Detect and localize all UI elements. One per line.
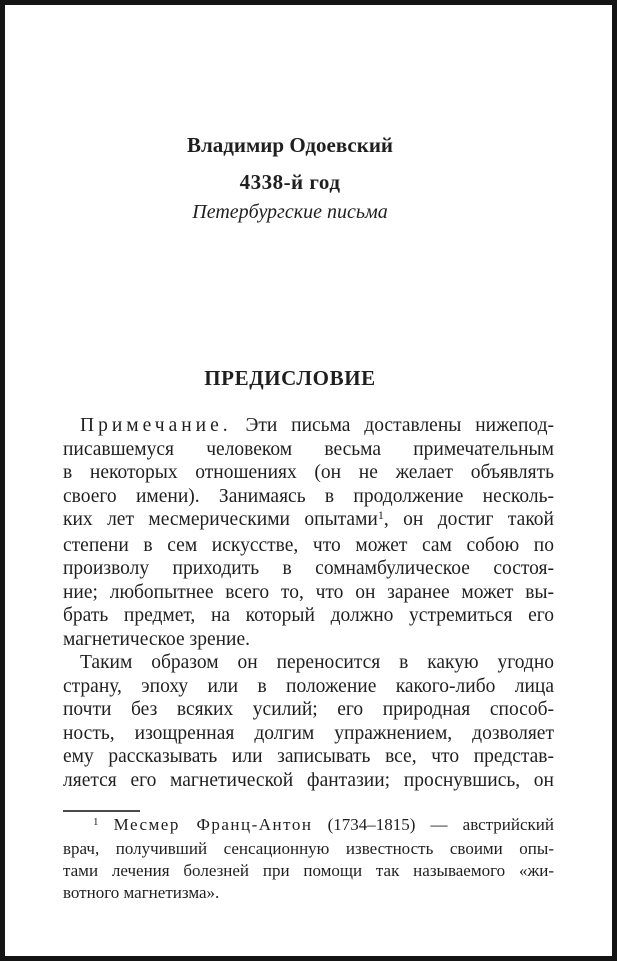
footnote-person-name: Месмер Франц-Антон [113,815,313,834]
paragraph1-line6: степени в сем искусстве, что может сам собою по [63,534,554,556]
paragraph2-line2: страну, эпоху или в положение какого-либо лица [63,675,554,697]
footnote-separator-rule [63,810,140,812]
paragraph2-line6: ляется его магнетической фантазии; проснувшись, он [63,769,554,791]
footnote-line1 [63,814,554,838]
paragraph1-line7: произволу приходить в сомнамбулическое состоя- [63,558,554,579]
paragraph1-line5-pre: ких лет месмерическими опытами [63,509,378,530]
footnote-marker-superscript: 1 [93,816,99,828]
paragraph1-line10: магнетическое зрение. [63,628,251,650]
chapter-heading: ПРЕДИСЛОВИЕ [204,366,376,390]
paragraph1-line1-rest: Эти письма доставлены нижепод- [245,415,554,436]
footnote [63,814,554,904]
footnote-line3: тами лечения болезней при помощи так называемого «жи- [63,861,554,880]
footnote-line4: вотного магнетизма». [63,883,220,902]
book-subtitle: Петербургские письма [192,201,388,223]
paragraph2-line3: почти без всяких усилий; его природная способ- [63,699,554,720]
paragraph1-line5-post: , он достиг такой [383,509,554,530]
paragraph2-line4: ность, изощренная долгим упражнением, дозволяет [63,722,554,744]
footnote-line2: врач, получивший сенсационную известность своими опы- [63,839,554,858]
spaced-lead-word: Примечание. [80,415,232,436]
paragraph2-line5: ему рассказывать или записывать все, что представ- [63,746,554,767]
paragraph1-line5 [63,508,554,534]
footnote-reference-superscript: 1 [377,508,384,522]
paragraph1-line8: ние; любопытнее всего то, что он заранее может вы- [63,581,554,603]
paragraph2-line1: Таким образом он переносится в какую угодно [80,652,554,673]
paragraph1-line3: в некоторых отношениях (он не желает объявлять [63,462,554,483]
footnote-line1-rest: (1734–1815) — австрийский [327,815,555,834]
book-author: Владимир Одоевский [186,133,394,157]
book-title: 4338-й год [239,170,341,194]
paragraph1-line9: брать предмет, на который должно устремиться его [63,605,554,626]
paragraph1-line2: писавшемуся человеком весьма примечательным [63,438,554,460]
paragraph1-line1 [63,414,554,438]
body-text [63,414,554,792]
paragraph1-line4: своего имени). Занимаясь в продолжение несколь- [63,485,554,507]
